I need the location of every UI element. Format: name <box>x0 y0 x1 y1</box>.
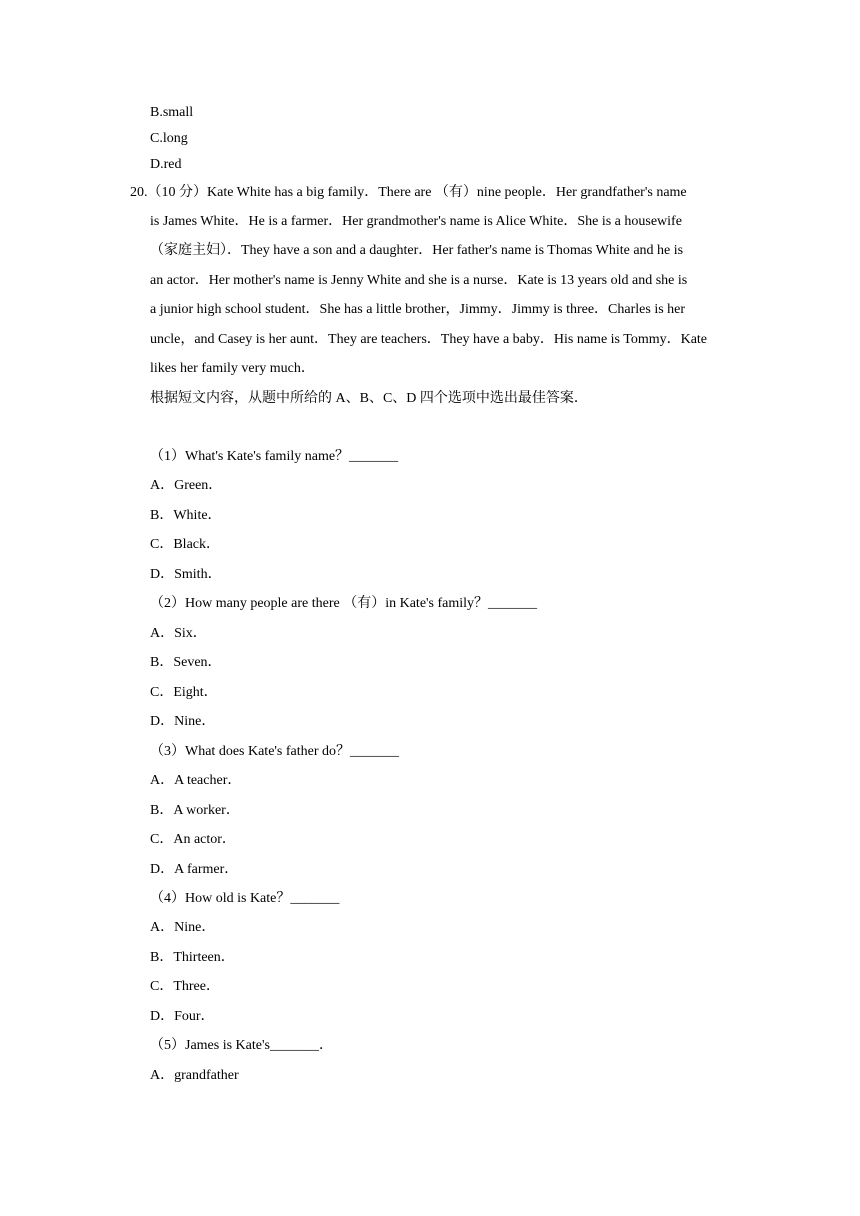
sub-question-2-option-a: A．Six． <box>150 626 207 641</box>
sub-question-4-option-c: C．Three． <box>150 979 220 994</box>
sub-question-3-option-a: A．A teacher． <box>150 773 242 788</box>
sub-question-4-option-d: D．Four． <box>150 1009 215 1024</box>
sub-question-4-option-b: B．Thirteen． <box>150 950 235 965</box>
sub-question-4-stem: （4）How old is Kate？_______ <box>150 891 340 906</box>
passage-line-3: （家庭主妇）．They have a son and a daughter．Her father's name is Thomas White and he is <box>150 243 684 258</box>
sub-question-2-option-d: D．Nine． <box>150 714 216 729</box>
sub-question-3-option-b: B．A worker． <box>150 803 240 818</box>
prev-option-b: B.small <box>150 105 194 120</box>
passage-line-1: Kate White has a big family．There are （有）nine people．Her grandfather's name <box>207 185 687 200</box>
passage-line-5: a junior high school student．She has a little brother，Jimmy．Jimmy is three．Charles is her <box>150 302 686 317</box>
sub-question-2-stem: （2）How many people are there （有）in Kate's family？_______ <box>150 596 538 611</box>
question-score: （10 分） <box>147 185 207 200</box>
passage-line-4: an actor．Her mother's name is Jenny White and she is a nurse．Kate is 13 years old and she is <box>150 273 688 288</box>
prev-option-c: C.long <box>150 131 188 146</box>
sub-question-1-option-b: B．White． <box>150 508 222 523</box>
sub-question-1-option-d: D．Smith． <box>150 567 222 582</box>
sub-question-3-option-c: C．An actor． <box>150 832 236 847</box>
instruction: 根据短文内容，从题中所给的 A、B、C、D 四个选项中选出最佳答案． <box>150 391 588 406</box>
sub-question-2-option-c: C．Eight． <box>150 685 218 700</box>
sub-question-5-option-a: A．grandfather <box>150 1068 239 1083</box>
question-20-header <box>130 183 687 203</box>
sub-question-1-stem: （1）What's Kate's family name？_______ <box>150 449 399 464</box>
sub-question-4-option-a: A．Nine． <box>150 920 216 935</box>
sub-question-3-option-d: D．A farmer． <box>150 862 239 877</box>
sub-question-1-option-a: A．Green． <box>150 478 223 493</box>
sub-question-5-stem: （5）James is Kate's_______． <box>150 1038 333 1053</box>
prev-option-d: D.red <box>150 157 182 172</box>
sub-question-1-option-c: C．Black． <box>150 537 220 552</box>
passage-line-6: uncle，and Casey is her aunt．They are teachers．They have a baby．His name is Tommy．Kate <box>150 332 708 347</box>
sub-question-2-option-b: B．Seven． <box>150 655 222 670</box>
question-number: 20. <box>130 185 148 200</box>
sub-question-3-stem: （3）What does Kate's father do？_______ <box>150 744 400 759</box>
passage-line-7: likes her family very much． <box>150 361 315 376</box>
passage-line-2: is James White．He is a farmer．Her grandmother's name is Alice White．She is a housewife <box>150 214 682 229</box>
